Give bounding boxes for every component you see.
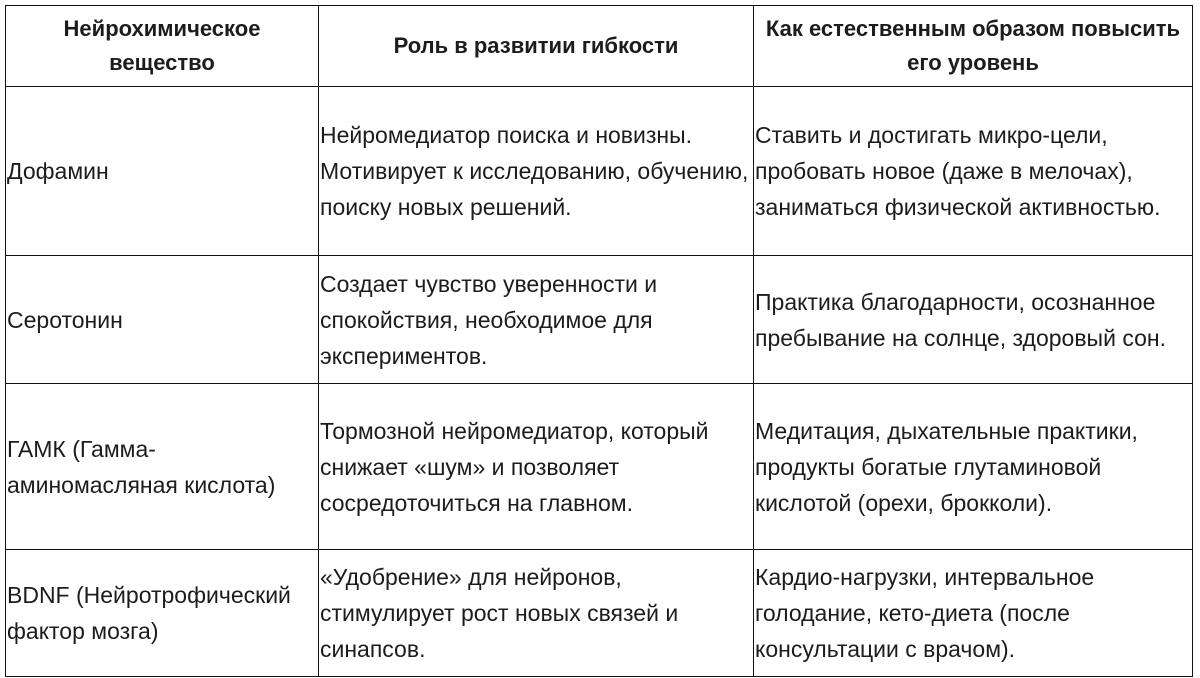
cell-boost: Практика благодарности, осознанное пребывание на солнце, здоровый сон. — [754, 256, 1193, 384]
table-header-row — [6, 6, 1193, 87]
cell-boost: Медитация, дыхательные практики, продукты богатые глутаминовой кислотой (орехи, брокколи). — [754, 384, 1193, 550]
table-row — [6, 550, 1193, 677]
cell-boost: Кардио-нагрузки, интервальное голодание, кето-диета (после консультации с врачом). — [754, 550, 1193, 677]
cell-role: Тормозной нейромедиатор, который снижает «шум» и позволяет сосредоточиться на главном. — [319, 384, 754, 550]
table-row — [6, 384, 1193, 550]
cell-role: Создает чувство уверенности и спокойствия, необходимое для экспериментов. — [319, 256, 754, 384]
header-role: Роль в развитии гибкости — [319, 6, 754, 87]
cell-substance: Серотонин — [6, 256, 319, 384]
table-row — [6, 256, 1193, 384]
header-boost: Как естественным образом повысить его уровень — [754, 6, 1193, 87]
cell-substance: ГАМК (Гамма-аминомасляная кислота) — [6, 384, 319, 550]
cell-role: «Удобрение» для нейронов, стимулирует рост новых связей и синапсов. — [319, 550, 754, 677]
neurochemical-table — [5, 5, 1193, 677]
header-substance: Нейрохимическое вещество — [6, 6, 319, 87]
table-row — [6, 87, 1193, 256]
cell-role: Нейромедиатор поиска и новизны. Мотивирует к исследованию, обучению, поиску новых решений. — [319, 87, 754, 256]
cell-boost: Ставить и достигать микро-цели, пробовать новое (даже в мелочах), заниматься физической активностью. — [754, 87, 1193, 256]
cell-substance: Дофамин — [6, 87, 319, 256]
cell-substance: BDNF (Нейротрофический фактор мозга) — [6, 550, 319, 677]
